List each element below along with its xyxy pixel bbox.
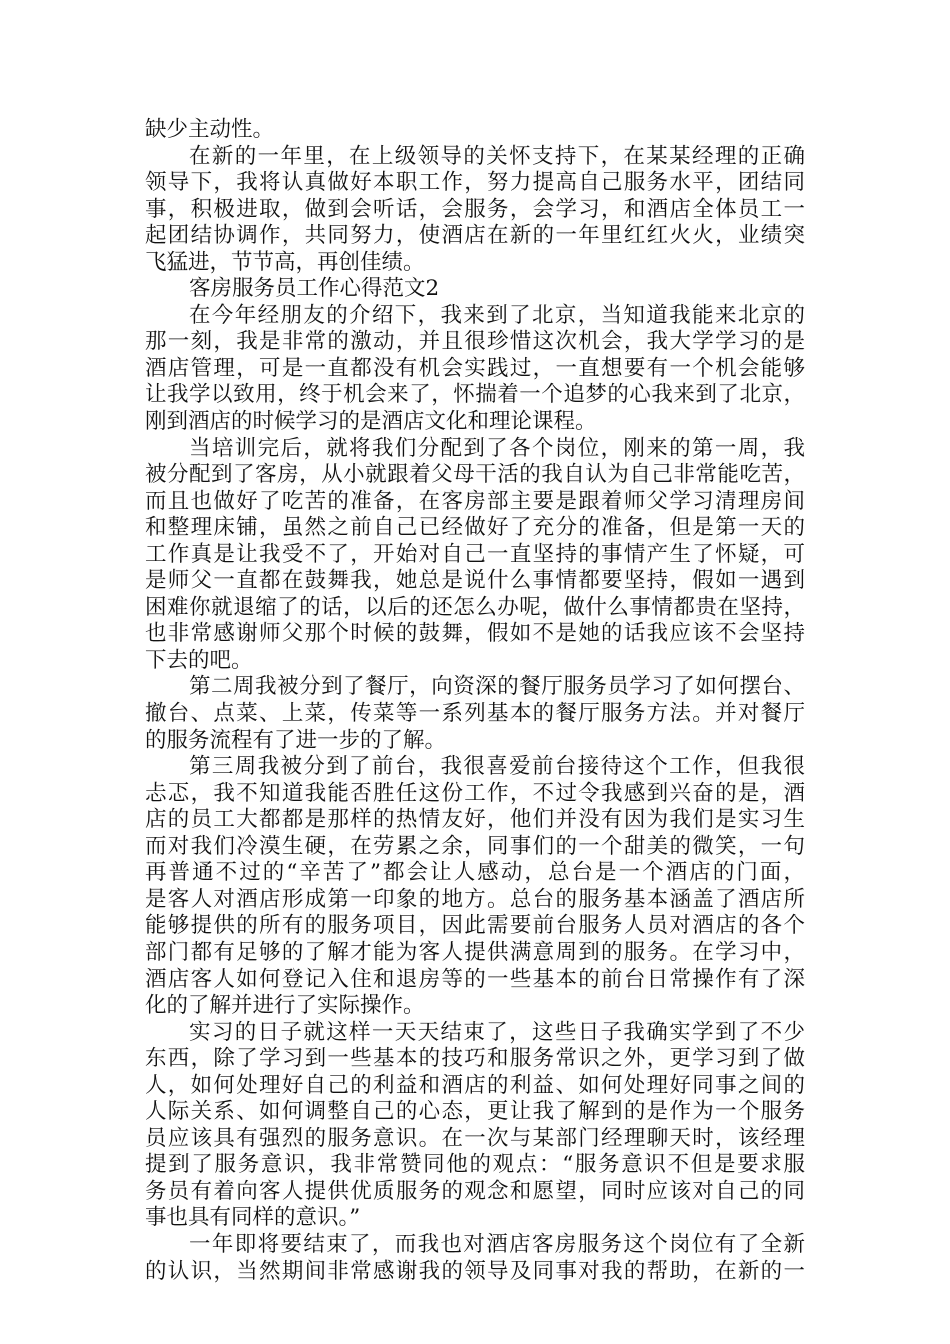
text-line: 员应该具有强烈的服务意识。在一次与某部门经理聊天时，该经理 (145, 1125, 805, 1151)
text-line: 务员有着向客人提供优质服务的观念和愿望，同时应该对自己的同 (145, 1178, 805, 1204)
text-line: 当培训完后，就将我们分配到了各个岗位，刚来的第一周，我 (189, 435, 805, 461)
text-line: 事也具有同样的意识。” (145, 1205, 361, 1231)
text-line: 在今年经朋友的介绍下，我来到了北京，当知道我能来北京的 (189, 302, 805, 328)
text-line: 再普通不过的“辛苦了”都会让人感动，总台是一个酒店的门面， (145, 860, 805, 886)
text-line: 第二周我被分到了餐厅，向资深的餐厅服务员学习了如何摆台、 (189, 674, 805, 700)
text-line: 而且也做好了吃苦的准备，在客房部主要是跟着师父学习清理房间 (145, 488, 805, 514)
text-line: 是客人对酒店形成第一印象的地方。总台的服务基本涵盖了酒店所 (145, 886, 805, 912)
text-line: 领导下，我将认真做好本职工作，努力提高自己服务水平，团结同 (145, 170, 805, 196)
text-line: 第三周我被分到了前台，我很喜爱前台接待这个工作，但我很 (189, 754, 805, 780)
text-line: 事，积极进取，做到会听话，会服务，会学习，和酒店全体员工一 (145, 196, 805, 222)
text-line: 在新的一年里，在上级领导的关怀支持下，在某某经理的正确 (189, 143, 805, 169)
text-line: 酒店管理，可是一直都没有机会实践过，一直想要有一个机会能够 (145, 355, 805, 381)
text-line: 部门都有足够的了解才能为客人提供满意周到的服务。在学习中， (145, 939, 805, 965)
document-page (145, 117, 805, 1285)
text-line: 一年即将要结束了，而我也对酒店客房服务这个岗位有了全新 (189, 1231, 805, 1257)
text-line: 的认识，当然期间非常感谢我的领导及同事对我的帮助，在新的一 (145, 1258, 805, 1284)
text-line: 店的员工大都都是那样的热情友好，他们并没有因为我们是实习生 (145, 807, 805, 833)
text-line: 也非常感谢师父那个时候的鼓舞，假如不是她的话我应该不会坚持 (145, 621, 805, 647)
text-line: 被分配到了客房，从小就跟着父母干活的我自认为自己非常能吃苦， (145, 462, 805, 488)
text-line: 刚到酒店的时候学习的是酒店文化和理论课程。 (145, 409, 597, 435)
text-line: 困难你就退缩了的话，以后的还怎么办呢，做什么事情都贵在坚持， (145, 594, 805, 620)
text-line: 提到了服务意识，我非常赞同他的观点：“服务意识不但是要求服 (145, 1152, 805, 1178)
text-line: 人，如何处理好自己的利益和酒店的利益、如何处理好同事之间的 (145, 1072, 805, 1098)
text-line: 酒店客人如何登记入住和退房等的一些基本的前台日常操作有了深 (145, 966, 805, 992)
text-line: 起团结协调作，共同努力，使酒店在新的一年里红红火火，业绩突 (145, 223, 805, 249)
text-line: 人际关系、如何调整自己的心态，更让我了解到的是作为一个服务 (145, 1099, 805, 1125)
text-line: 实习的日子就这样一天天结束了，这些日子我确实学到了不少 (189, 1019, 805, 1045)
text-line: 那一刻，我是非常的激动，并且很珍惜这次机会，我大学学习的是 (145, 329, 805, 355)
text-line: 而对我们冷漠生硬，在劳累之余，同事们的一个甜美的微笑，一句 (145, 833, 805, 859)
text-line: 客房服务员工作心得范文2 (189, 276, 440, 302)
text-line: 缺少主动性。 (145, 117, 275, 142)
text-line: 和整理床铺，虽然之前自己已经做好了充分的准备，但是第一天的 (145, 515, 805, 541)
text-line: 撤台、点菜、上菜，传菜等一系列基本的餐厅服务方法。并对餐厅 (145, 701, 805, 727)
text-line: 下去的吧。 (145, 647, 253, 673)
text-line: 让我学以致用，终于机会来了，怀揣着一个追梦的心我来到了北京， (145, 382, 805, 408)
text-line: 工作真是让我受不了，开始对自己一直坚持的事情产生了怀疑，可 (145, 541, 805, 567)
text-line: 飞猛进，节节高，再创佳绩。 (145, 249, 425, 275)
text-line: 能够提供的所有的服务项目，因此需要前台服务人员对酒店的各个 (145, 913, 805, 939)
text-line: 是师父一直都在鼓舞我，她总是说什么事情都要坚持，假如一遇到 (145, 568, 805, 594)
text-line: 化的了解并进行了实际操作。 (145, 993, 425, 1019)
text-line: 的服务流程有了进一步的了解。 (145, 727, 447, 753)
text-line: 东西，除了学习到一些基本的技巧和服务常识之外，更学习到了做 (145, 1046, 805, 1072)
text-line: 忐忑，我不知道我能否胜任这份工作，不过令我感到兴奋的是，酒 (145, 780, 805, 806)
